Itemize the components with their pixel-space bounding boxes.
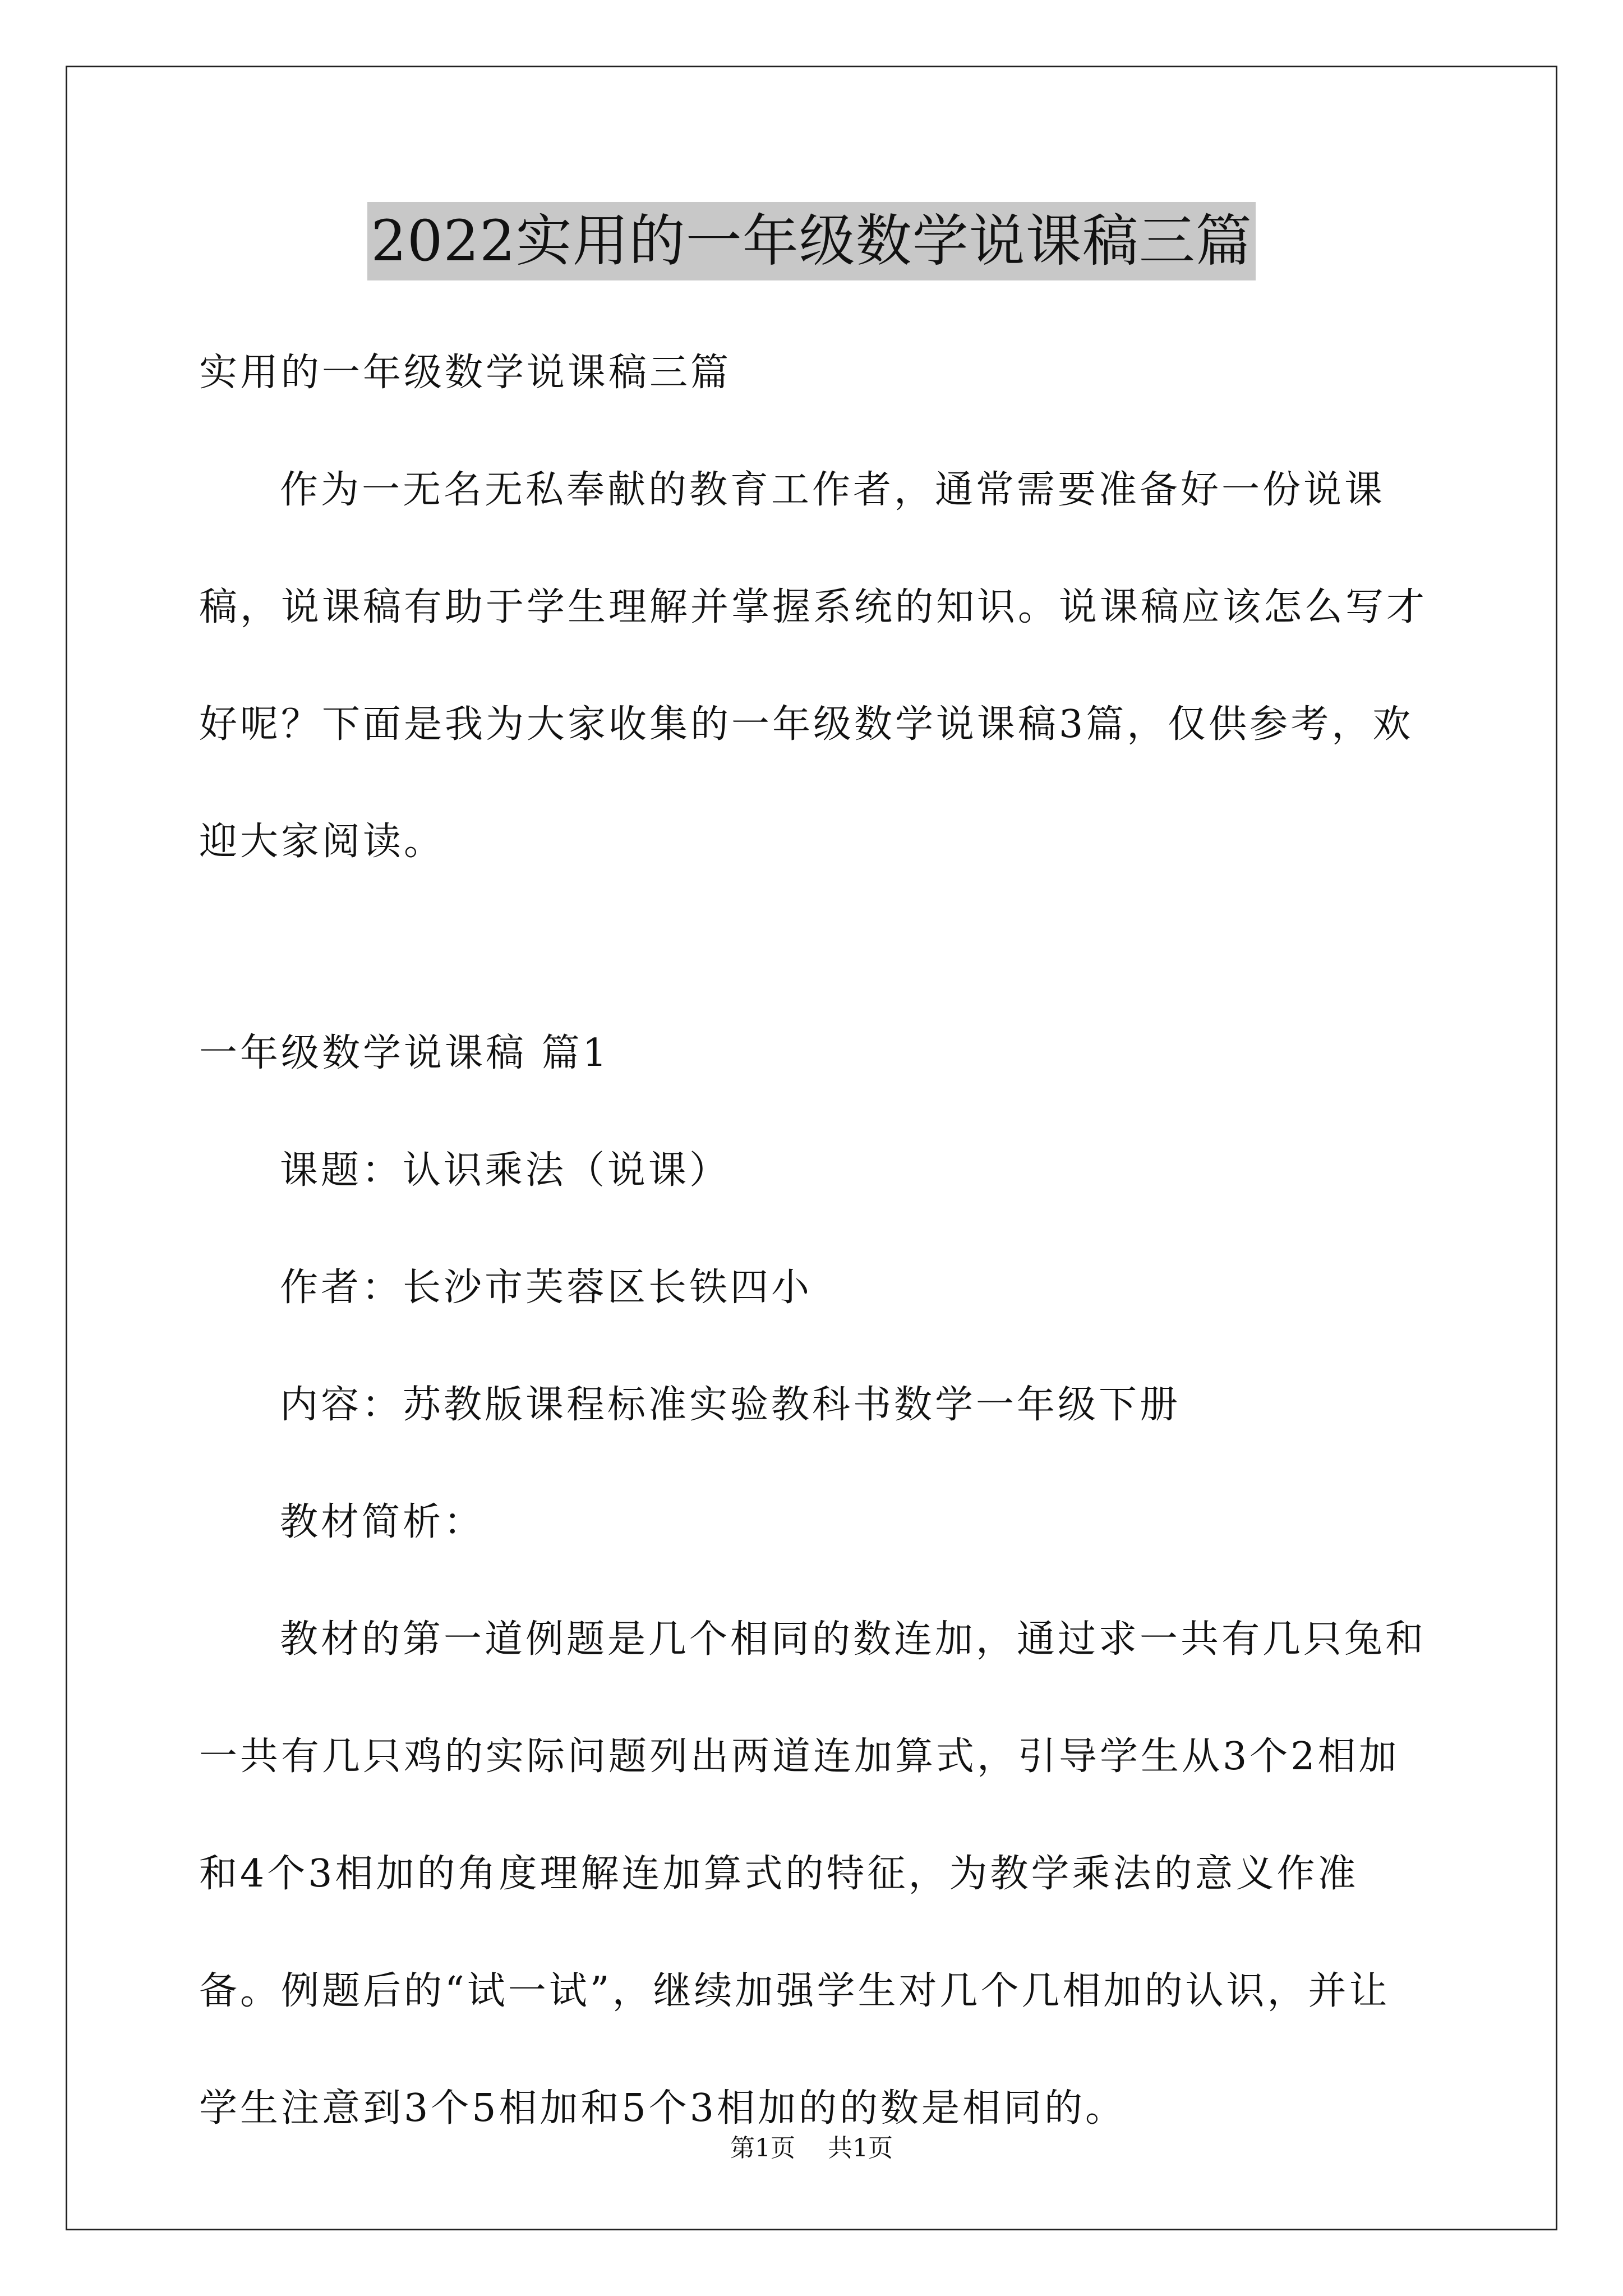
topic-line: 课题：认识乘法（说课） (280, 1148, 731, 1193)
page-footer (0, 2132, 1623, 2165)
document-title: 2022实用的一年级数学说课稿三篇 (367, 202, 1256, 280)
page-number-current: 第1页 (730, 2134, 795, 2162)
textbook-analysis-heading: 教材简析： (280, 1500, 485, 1544)
section-heading: 一年级数学说课稿 篇1 (199, 1031, 610, 1075)
content-line: 内容：苏教版课程标准实验教科书数学一年级下册 (280, 1383, 1181, 1427)
intro-paragraph: 作为一无名无私奉献的教育工作者，通常需要准备好一份说课稿，说课稿有助于学生理解并掌握系统的知识。说课稿应该怎么写才好呢？下面是我为大家收集的一年级数学说课稿3篇，仅供参考，欢迎大家阅读。 (199, 468, 1428, 864)
document-body (199, 314, 1427, 2167)
subtitle-paragraph: 实用的一年级数学说课稿三篇 (199, 351, 732, 395)
title-container (0, 202, 1623, 280)
author-line: 作者：长沙市芙蓉区长铁四小 (280, 1266, 813, 1310)
textbook-analysis-paragraph: 教材的第一道例题是几个相同的数连加，通过求一共有几只兔和一共有几只鸡的实际问题列出两道连加算式，引导学生从3个2相加和4个3相加的角度理解连加算式的特征，为教学乘法的意义作准备。例题后的“试一试”，继续加强学生对几个几相加的认识，并让学生注意到3个5相加和5个3相加的的数是相同的。 (199, 1617, 1427, 2131)
page-number-total: 共1页 (828, 2134, 893, 2162)
